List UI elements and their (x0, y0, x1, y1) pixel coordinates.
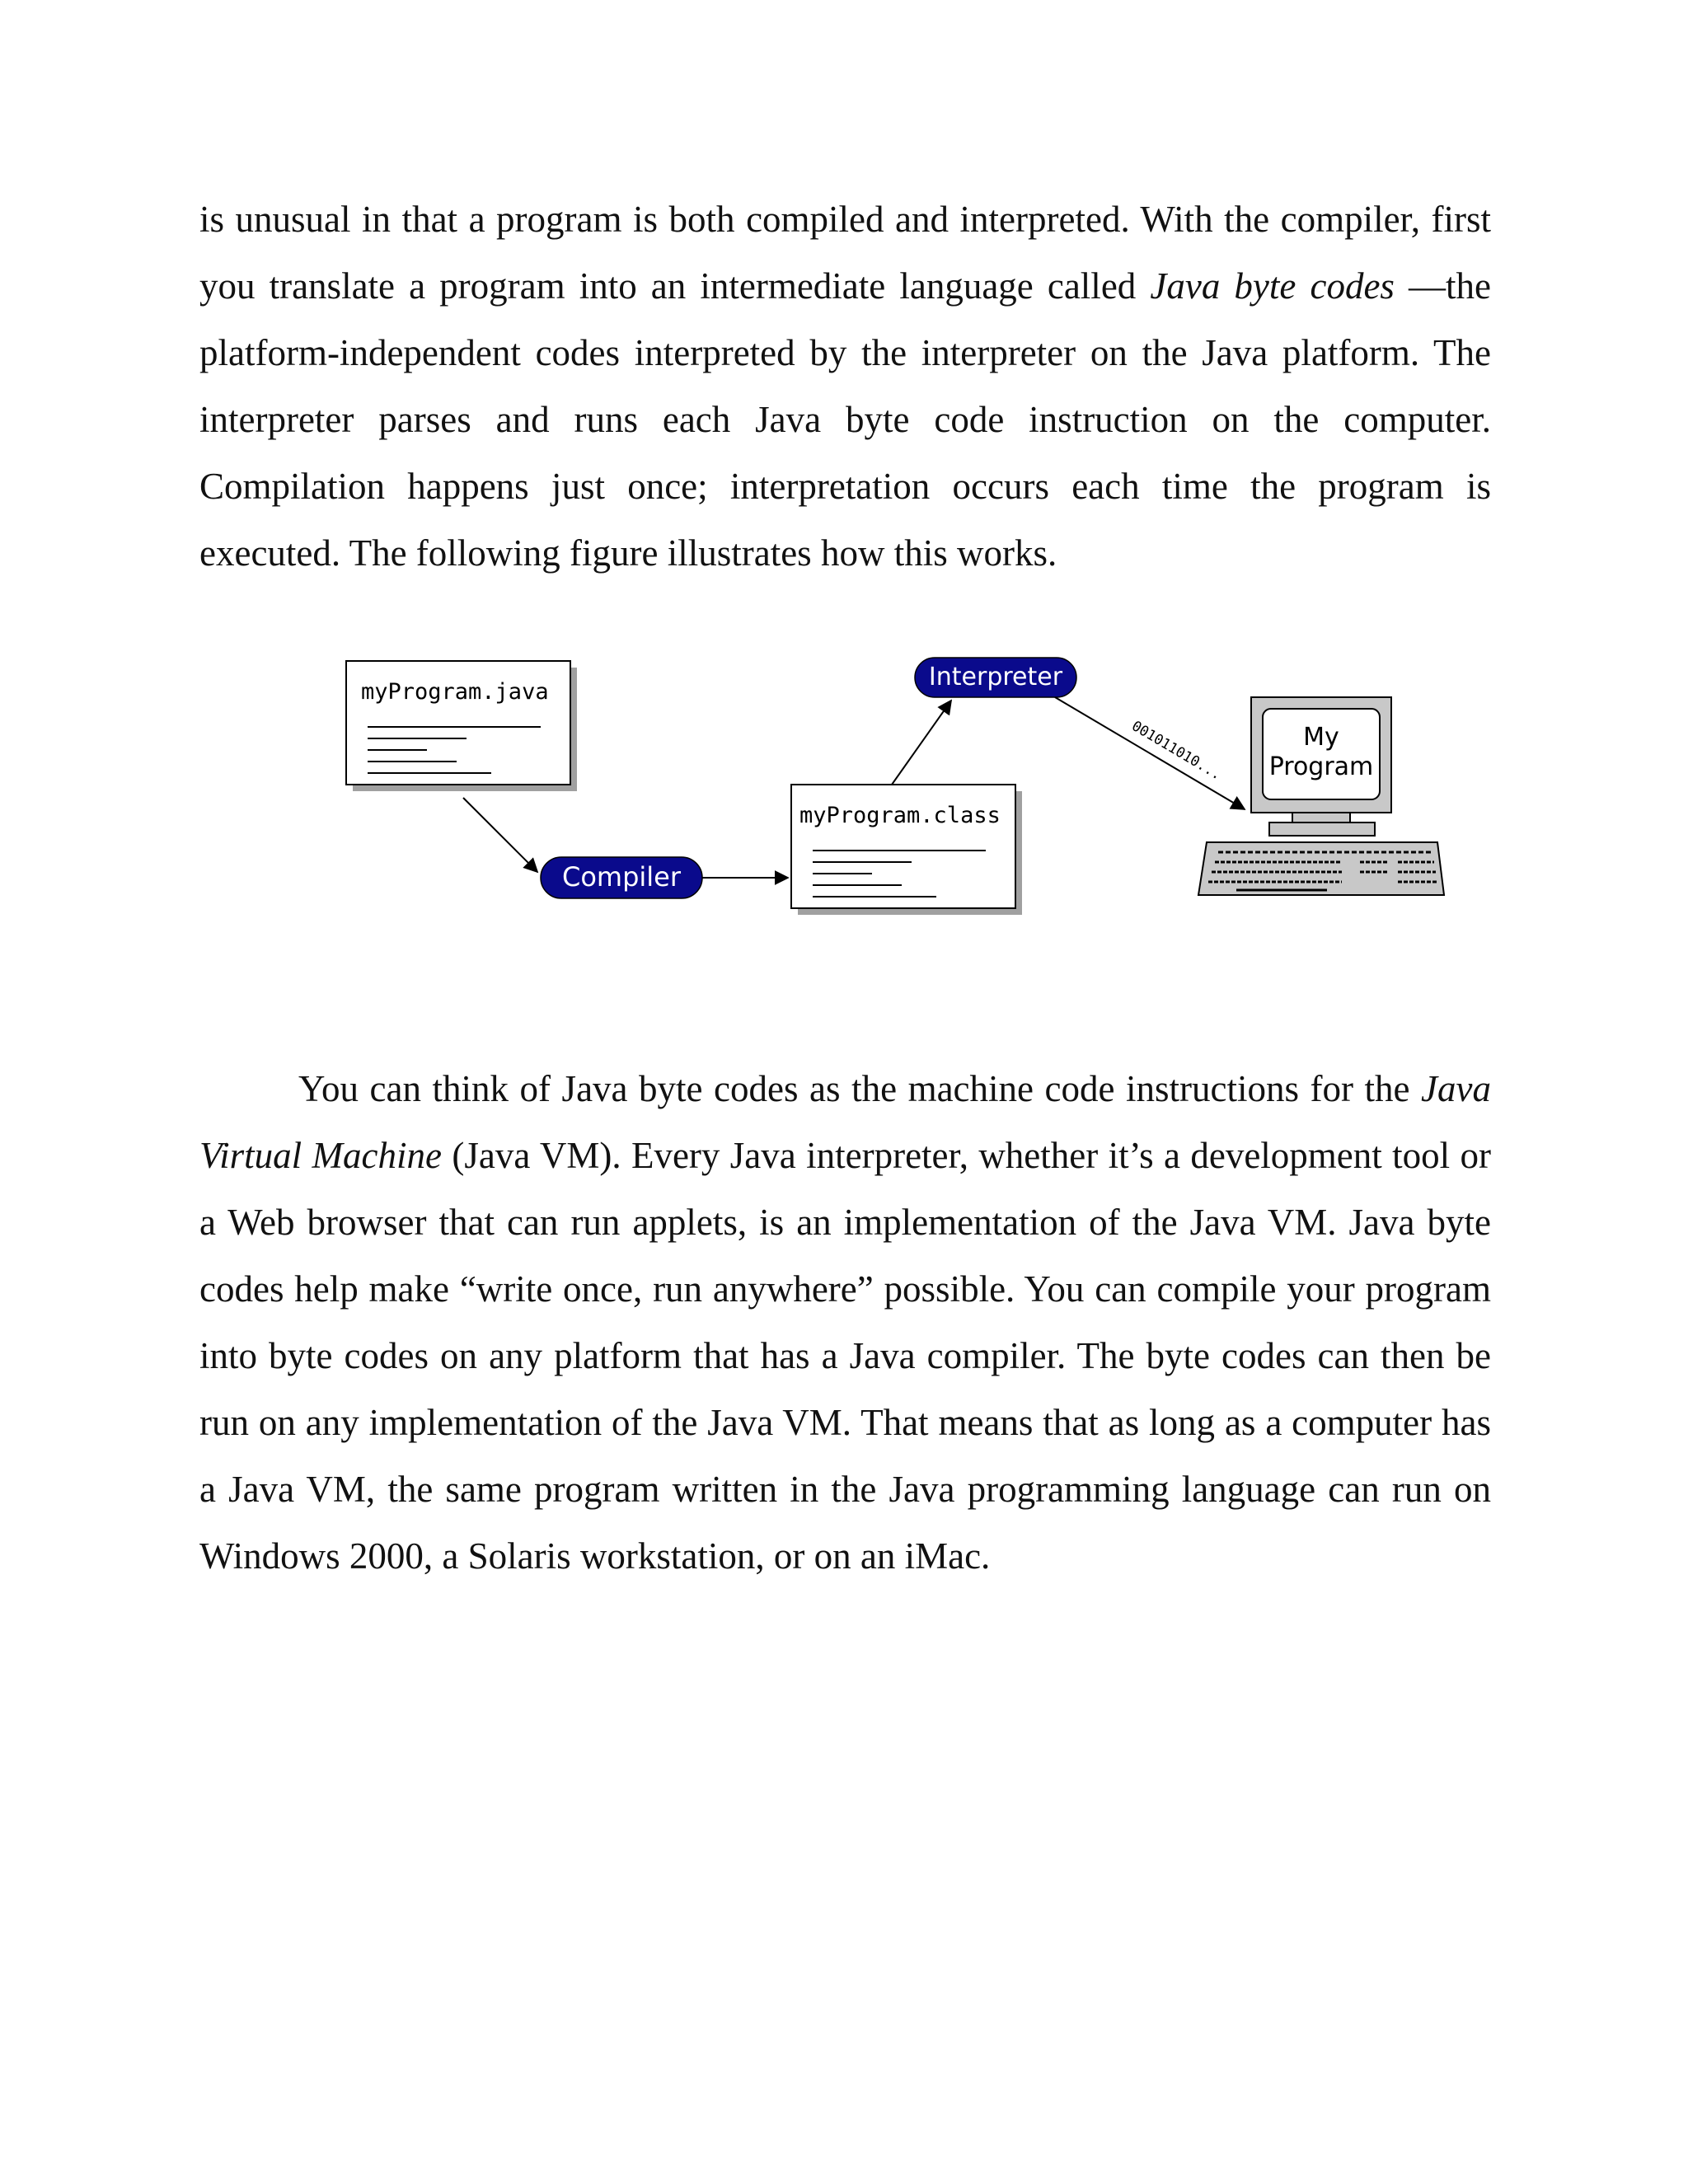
java-byte-codes-term: Java byte codes (1150, 265, 1395, 307)
paragraph-intro-text-2: —the platform-independent codes interpreted by the interpreter on the Java platform. The interpreter parses and runs each Java byte code instruction on the computer. Compilation happens just once; interpretation occurs each time the program is executed. The following figure illustrates how this works. (199, 265, 1492, 574)
byte-code-bits-label: 001011010... (1128, 718, 1225, 784)
paragraph-intro (199, 186, 1491, 587)
paragraph-java-vm-text-2: (Java VM). Every Java interpreter, whether it’s a development tool or a Web browser that can run applets, is an implementation of the Java VM. Java byte codes help make “write once, run anywhere” possible. You can compile your program into byte codes on any platform that has a Java compiler. The byte codes can then be run on any implementation of the Java VM. That means that as long as a computer has a Java VM, the same program written in the Java programming language can run on Windows 2000, a Solaris workstation, or on an iMac. (199, 1135, 1492, 1577)
arrow-class-to-interpreter (892, 701, 951, 785)
class-file-label: myProgram.class (799, 803, 1001, 828)
paragraph-java-vm (199, 1056, 1491, 1590)
class-file-document (791, 785, 1022, 915)
screen-text-line1: My (1303, 723, 1339, 752)
source-file-document (346, 661, 577, 791)
keyboard (1198, 842, 1444, 895)
screen-text-line2: Program (1268, 752, 1374, 781)
computer-icon (1198, 697, 1444, 895)
monitor-neck (1292, 813, 1350, 823)
source-file-label: myProgram.java (361, 679, 549, 705)
paragraph-java-vm-text-1: You can think of Java byte codes as the machine code instructions for the (298, 1068, 1422, 1109)
compile-interpret-figure (330, 643, 1467, 940)
arrow-interpreter-to-computer (1055, 697, 1245, 809)
interpreter-label: Interpreter (928, 663, 1063, 691)
monitor-base (1269, 823, 1375, 836)
compiler-node (541, 857, 702, 898)
compiler-label: Compiler (561, 861, 682, 893)
paragraph-intro-text-1: is unusual in that a program is both compiled and interpreted. With the compiler, first you translate a program into an intermediate language called (199, 199, 1491, 307)
figure-svg (330, 643, 1467, 940)
arrow-source-to-compiler (463, 798, 537, 872)
interpreter-node (915, 658, 1076, 697)
java-virtual-machine-term: Java Virtual Machine (199, 1068, 1491, 1176)
